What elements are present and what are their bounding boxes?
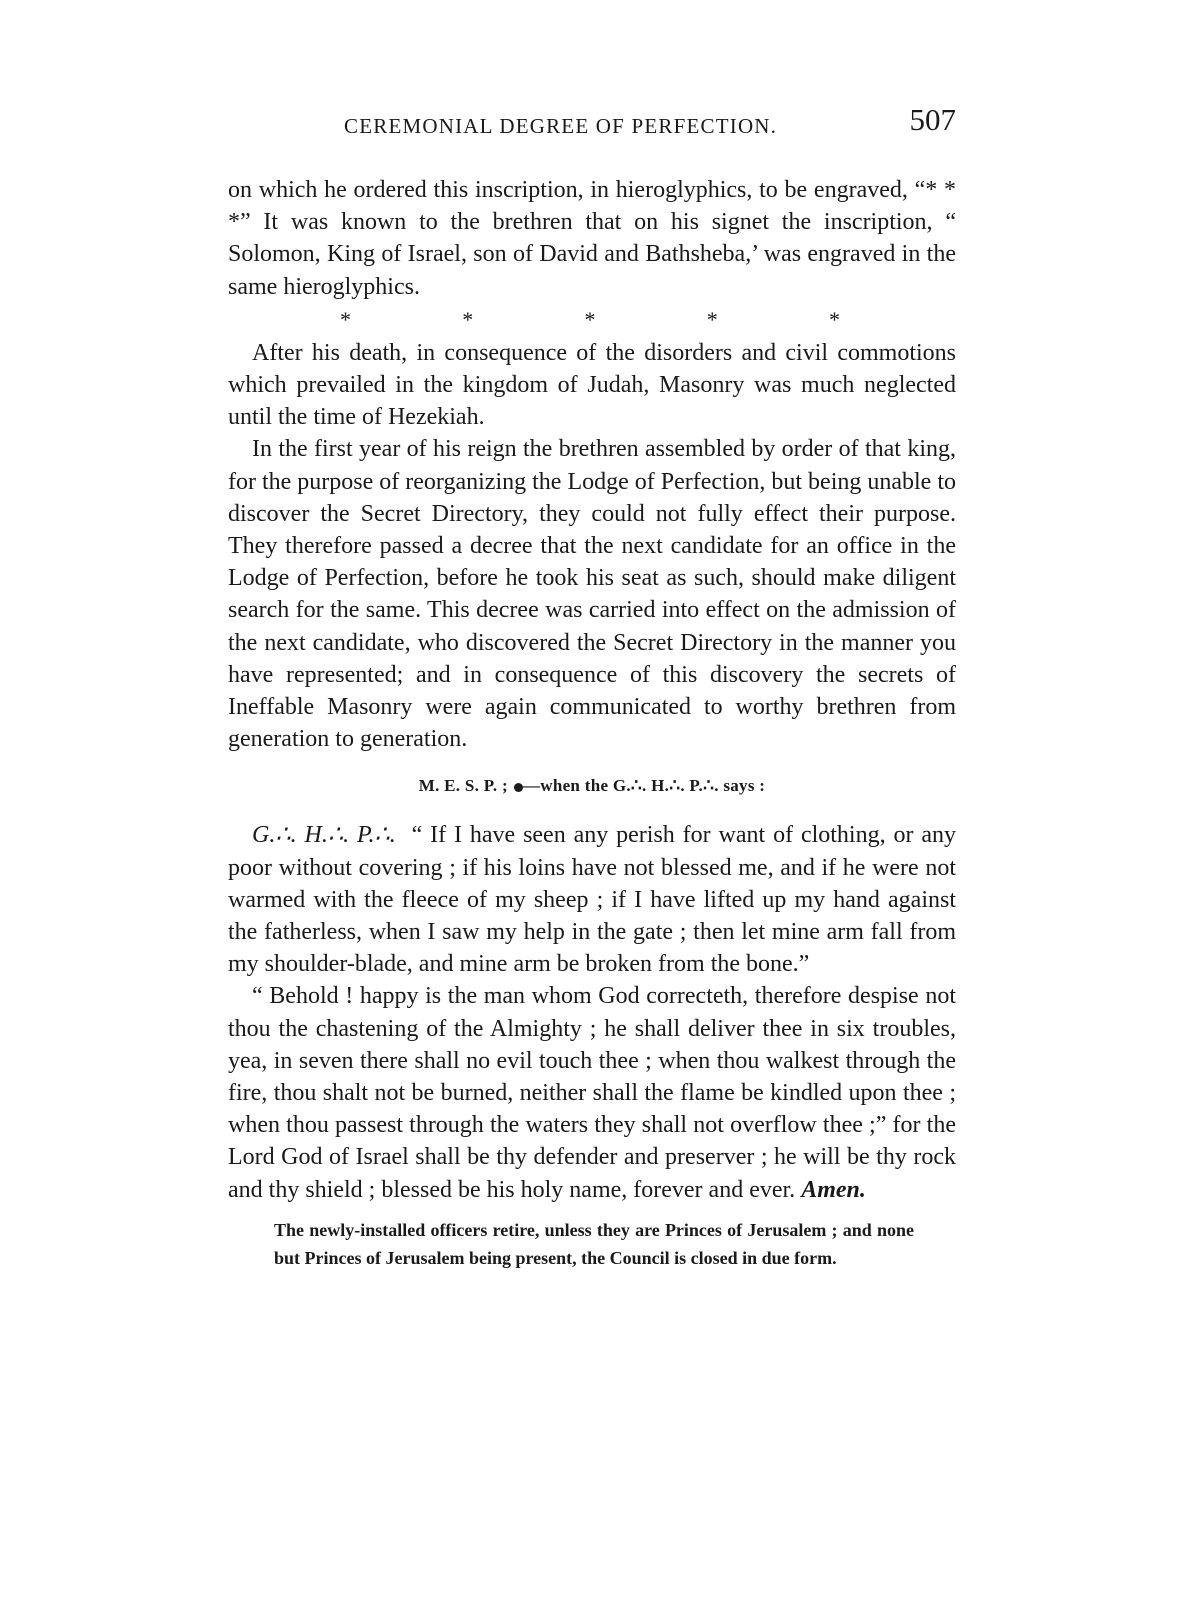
speaker-label: G.∴. H.∴. P.∴. [252, 822, 396, 849]
stage-direction-suffix: —when the G.∴. H.∴. P.∴. says : [522, 776, 766, 796]
asterisk: * [340, 306, 351, 332]
speech-text-2: “ Behold ! happy is the man whom God correcteth, therefore despise not thou the chastening of the Almighty ; he shall deliver thee in six troubles, yea, in seven there shall no evil touch thee ; when thou walkest through the fire, thou shalt not be burned, neither shall the flame be kindled upon thee ; when thou passest through the waters they shall not overflow thee ;” for the Lord God of Israel shall be thy defender and preserver ; he will be thy rock and thy shield ; blessed be his holy name, forever and ever. [228, 983, 956, 1203]
asterisk: * [584, 306, 596, 332]
page-header [344, 102, 956, 142]
speech-text-1: “ If I have seen any perish for want of clothing, or any poor without covering ; if his loins have not blessed me, and if he were not warmed with the fleece of my sheep ; if I have lifted up my hand against the fatherless, when I saw my help in the gate ; then let mine arm fall from my shoulder-blade, and mine arm be broken from the bone.” [228, 822, 957, 978]
asterisk: * [706, 306, 718, 332]
running-title: CEREMONIAL DEGREE OF PERFECTION. [344, 114, 778, 138]
speech-paragraph-2 [228, 980, 956, 1205]
closing-amen: Amen. [801, 1176, 866, 1203]
page-body [228, 174, 956, 1272]
asterisk: * [829, 306, 840, 332]
section-break [340, 305, 840, 335]
paragraph-first-year: In the first year of his reign the brethren assembled by order of that king, for the purpose of reorganizing the Lodge of Perfection, but being unable to discover the Secret Directory, they could not fully effect their purpose. They therefore passed a decree that the next candidate for an office in the Lodge of Perfection, before he took his seat as such, should make diligent search for the same. This decree was carried into effect on the admission of the next candidate, who discovered the Secret Directory in the manner you have represented; and in consequence of this discovery the secrets of Ineffable Masonry were again communicated to worthy brethren from generation to generation. [228, 436, 957, 753]
paragraph-inscription: on which he ordered this inscription, in hieroglyphics, to be engraved, “* * *” It was known to the brethren that on his signet the inscription, “ Solomon, King of Israel, son of David and Bathsheba,’ was engraved in the same hieroglyphics. [228, 177, 956, 300]
paragraph-after-death: After his death, in consequence of the disorders and civil commotions which prevailed in the kingdom of Judah, Masonry was much neglected until the time of Hezekiah. [228, 339, 956, 431]
page-number: 507 [909, 102, 956, 137]
stage-direction-knock [228, 773, 956, 799]
stage-direction-prefix: M. E. S. P. ; [418, 776, 508, 796]
speech-paragraph-1 [228, 819, 956, 980]
stage-direction-closing: The newly-installed officers retire, unless they are Princes of Jerusalem ; and none but Princes of Jerusalem being present, the Council is closed in due form. [274, 1219, 914, 1268]
asterisk: * [462, 306, 474, 332]
knock-dot-icon [514, 783, 523, 792]
